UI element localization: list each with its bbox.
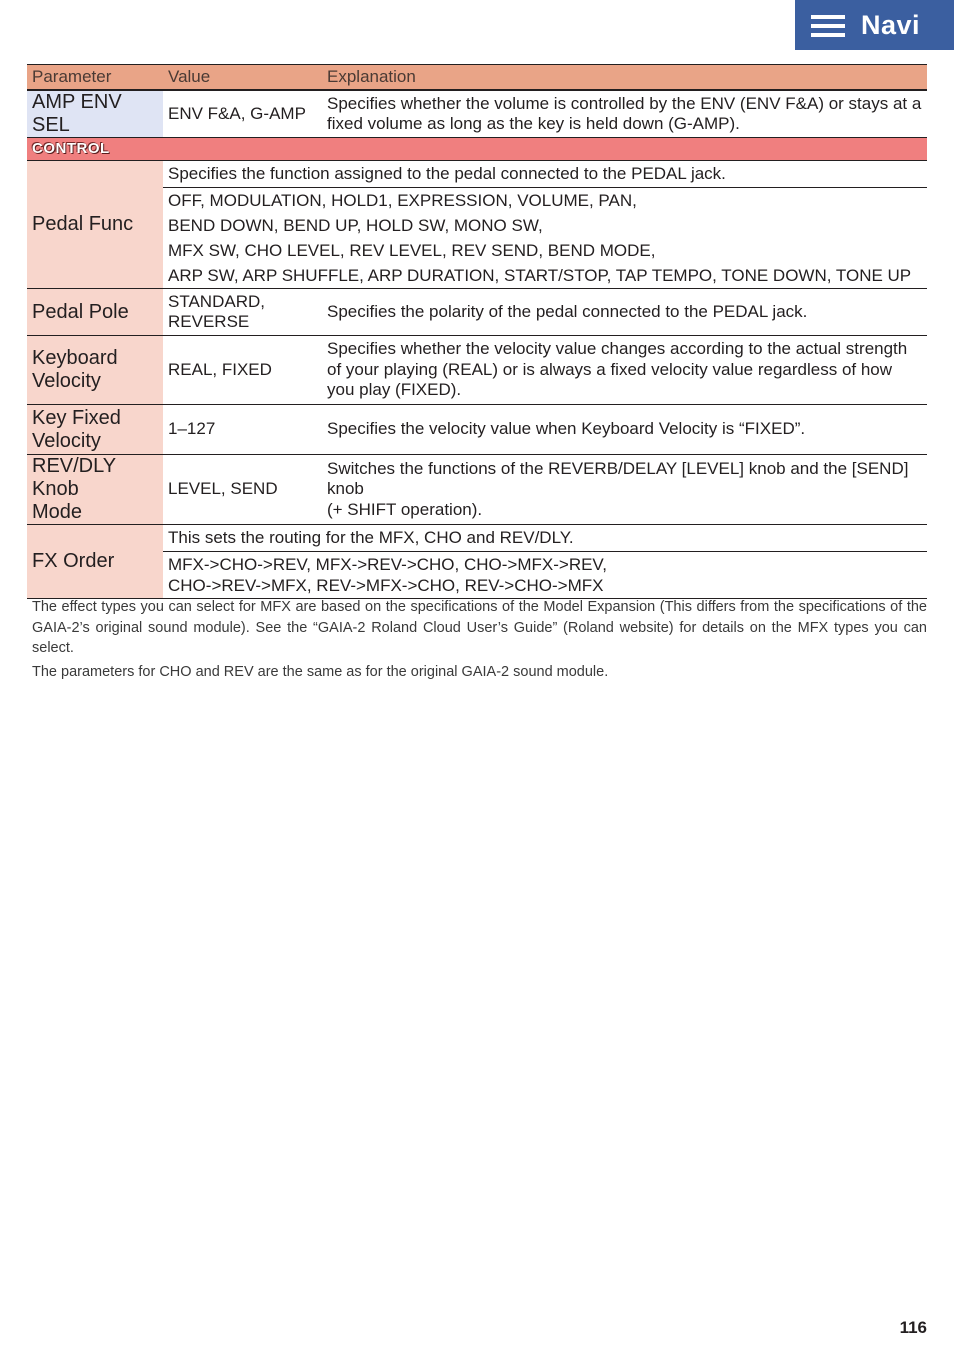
value-line: CHO->REV->MFX, REV->MFX->CHO, REV->CHO->MFX xyxy=(168,576,604,595)
header-value: Value xyxy=(163,65,322,91)
value-line: BEND DOWN, BEND UP, HOLD SW, MONO SW, xyxy=(168,216,543,235)
param-value: 1–127 xyxy=(163,405,322,455)
hamburger-menu-icon xyxy=(811,11,845,39)
param-explanation: Specifies whether the volume is controlled by the ENV (ENV F&A) or stays at a fixed volume as long as the key is held down (G-AMP). xyxy=(322,90,927,138)
name-line: Velocity xyxy=(32,370,101,392)
value-line: MFX->CHO->REV, MFX->REV->CHO, CHO->MFX->REV, xyxy=(168,555,607,574)
header-explanation: Explanation xyxy=(322,65,927,91)
value-line: STANDARD, xyxy=(168,291,265,311)
header-parameter: Parameter xyxy=(27,65,163,91)
param-explanation: Specifies the polarity of the pedal connected to the PEDAL jack. xyxy=(322,289,927,336)
param-name: Pedal Pole xyxy=(27,289,163,336)
param-explanation: Specifies whether the velocity value changes according to the actual strength of your playing (REAL) or is always a fixed velocity value regardless of how you play (FIXED). xyxy=(322,336,927,405)
param-value: LEVEL, SEND xyxy=(163,455,322,525)
param-explanation: Specifies the velocity value when Keyboard Velocity is “FIXED”. xyxy=(322,405,927,455)
notes xyxy=(32,597,927,685)
param-values xyxy=(163,552,927,599)
value-line: ARP SW, ARP SHUFFLE, ARP DURATION, START/STOP, TAP TEMPO, TONE DOWN, TONE UP xyxy=(168,266,912,285)
navi-button[interactable] xyxy=(795,0,954,50)
page-number: 116 xyxy=(899,1318,927,1337)
param-explanation: This sets the routing for the MFX, CHO and REV/DLY. xyxy=(163,525,927,552)
name-line: Mode xyxy=(32,501,83,523)
name-line: Key Fixed xyxy=(32,406,121,429)
param-values xyxy=(163,188,927,289)
name-line: REV/DLY Knob xyxy=(32,455,116,500)
section-title-control: CONTROL xyxy=(27,138,927,161)
table-row xyxy=(27,90,927,138)
param-name xyxy=(27,405,163,455)
param-explanation: Specifies the function assigned to the pedal connected to the PEDAL jack. xyxy=(163,161,927,188)
value-line: REVERSE xyxy=(168,312,250,331)
parameter-table xyxy=(27,64,927,599)
note-paragraph: The effect types you can select for MFX are based on the specifications of the Model Expansion (This differs from the specifications of the GAIA-2’s original sound module). See the “GAIA-2 Roland Cloud User’s Guide” (Roland website) for details on the MFX types you can select. xyxy=(32,599,927,656)
table-row xyxy=(27,455,927,525)
param-value: ENV F&A, G-AMP xyxy=(163,90,322,138)
param-name xyxy=(27,455,163,525)
table-row xyxy=(27,289,927,336)
param-value xyxy=(163,289,322,336)
section-header-row xyxy=(27,138,927,161)
explanation-line: Switches the functions of the REVERB/DELAY [LEVEL] knob and the [SEND] knob xyxy=(327,458,909,499)
explanation-line: (+ SHIFT operation). xyxy=(327,499,483,519)
param-name: AMP ENV SEL xyxy=(27,90,163,138)
note-paragraph: The parameters for CHO and REV are the same as for the original GAIA-2 sound module. xyxy=(32,663,609,680)
table-row xyxy=(27,525,927,552)
param-name: FX Order xyxy=(27,525,163,599)
param-explanation xyxy=(322,455,927,525)
param-name: Pedal Func xyxy=(27,161,163,289)
table-header-row xyxy=(27,65,927,91)
param-value: REAL, FIXED xyxy=(163,336,322,405)
param-name xyxy=(27,336,163,405)
navi-label: Navi xyxy=(861,9,921,40)
name-line: Keyboard xyxy=(32,347,118,369)
table-row xyxy=(27,161,927,188)
value-line: OFF, MODULATION, HOLD1, EXPRESSION, VOLUME, PAN, xyxy=(168,191,637,210)
value-line: MFX SW, CHO LEVEL, REV LEVEL, REV SEND, BEND MODE, xyxy=(168,241,656,260)
name-line: Velocity xyxy=(32,429,101,452)
table-row xyxy=(27,336,927,405)
table-row xyxy=(27,405,927,455)
